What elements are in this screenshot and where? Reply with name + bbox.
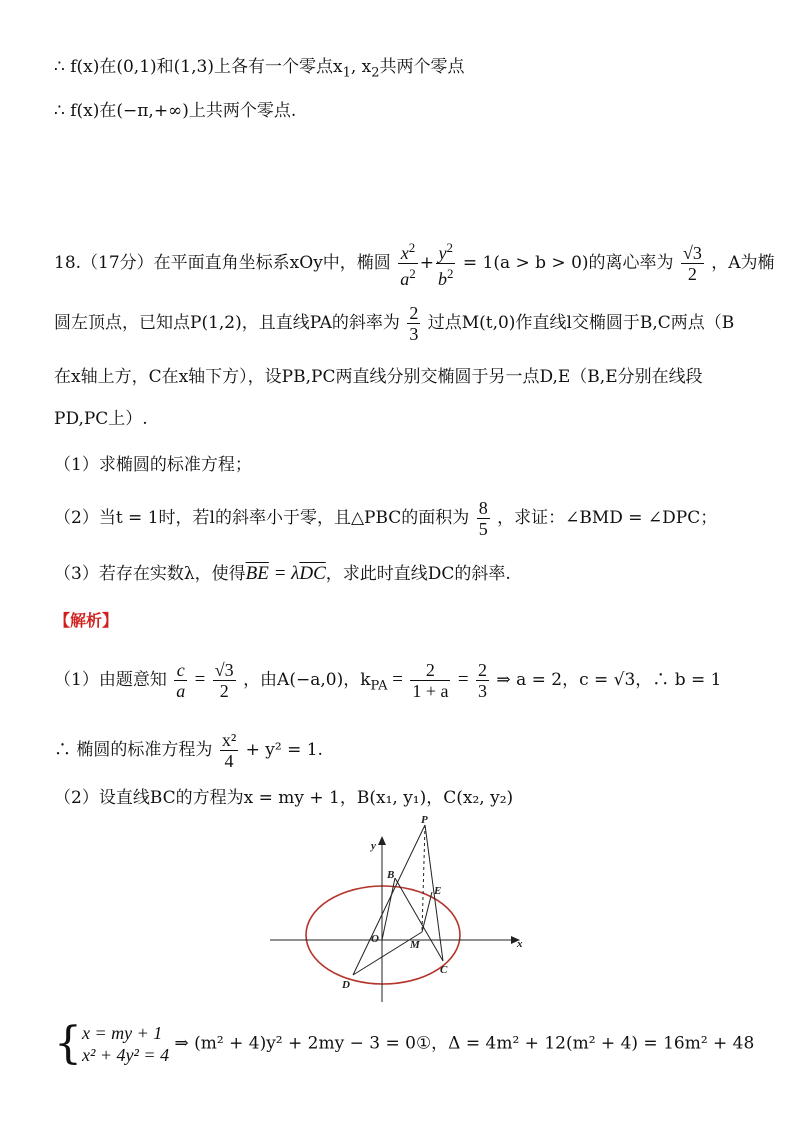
label-c: C [440, 964, 448, 976]
fraction-area: $\frac{8}{5}$ [478, 498, 488, 539]
system-brace: { [54, 1018, 82, 1069]
problem-line-3: 在x轴上方，C在x轴下方），设PB,PC两直线分别交椭圆于另一点D,E（B,E分别在线段 [54, 367, 703, 387]
question-2: （2）当t = 1时，若l的斜率小于零，且△PBC的面积为 $\frac{8}{5}$ ，求证：∠BMD = ∠DPC； [54, 498, 718, 539]
fraction-c-a: $\frac{c}{a}$ [176, 660, 186, 701]
label-p: P [421, 814, 428, 826]
y-axis-arrow-icon [378, 836, 386, 845]
label-m: M [410, 939, 420, 951]
solution-line-2: ∴ 椭圆的标准方程为 $\frac{\text{x²}}{4}$ + y² = 1. [54, 730, 323, 771]
ellipse-figure [265, 812, 535, 1002]
prev-line-1: ∴ f(x)在(0,1)和(1,3)上各有一个零点$x_1$, $x_2$共两个零点 [54, 57, 465, 81]
problem-line-2: 圆左顶点，已知点P(1,2)，且直线PA的斜率为 $\frac{2}{3}$ 过点M(t,0)作直线l交椭圆于B,C两点（B [54, 303, 735, 344]
label-o: O [371, 933, 379, 945]
solution-tag: 【解析】 [54, 611, 119, 630]
segment-me [422, 892, 432, 932]
fraction-x2-4: $\frac{\text{x²}}{4}$ [221, 730, 237, 771]
question-3: （3）若存在实数λ，使得$\overline{BE} = \lambda\overline{DC}$，求此时直线DC的斜率. [54, 563, 511, 584]
fraction-y2-b2: $\frac{y^2}{b^2}$ [437, 240, 454, 289]
equation-system: x = my + 1 x² + 4y² = 4 [82, 1023, 170, 1065]
fraction-slope-pa: $\frac{2}{3}$ [409, 303, 419, 344]
label-d: D [342, 979, 350, 991]
label-e: E [434, 885, 442, 897]
label-y: y [371, 840, 376, 852]
fraction-2-3: $\frac{2}{3}$ [478, 660, 488, 701]
prev-line-2: ∴ f(x)在(−π,+∞)上共两个零点. [54, 101, 297, 121]
fraction-x2-a2: $\frac{x^2}{a^2}$ [400, 240, 416, 289]
solution-line-4: { x = my + 1 x² + 4y² = 4 ⇒ (m² + 4)y² + 2my − 3 = 0①，Δ = 4m² + 12(m² + 4) = 16m² + 48 [54, 1018, 755, 1069]
segment-bo [382, 878, 395, 940]
problem-line-1: 18.（17分）在平面直角坐标系xOy中，椭圆 $\frac{x^2}{a^2}$ + $\frac{y^2}{b^2}$ = 1(a > b > 0)的离心率为 $\frac{√3}{2}$ ，A为椭 [54, 240, 775, 289]
label-b: B [387, 869, 395, 881]
fraction-2-1plusa: $\frac{2}{1 + a}$ [412, 660, 449, 701]
label-x: x [517, 938, 523, 950]
segment-pm-dashed [422, 825, 425, 932]
problem-line-4: PD,PC上）. [54, 409, 148, 429]
fraction-eccentricity: $\frac{√3}{2}$ [682, 243, 702, 284]
solution-line-3: （2）设直线BC的方程为x = my + 1，B(x₁, y₁)，C(x₂, y₂) [54, 788, 514, 808]
question-1: （1）求椭圆的标准方程； [54, 455, 252, 475]
fraction-root3-2: $\frac{√3}{2}$ [214, 660, 234, 701]
solution-line-1: （1）由题意知 $\frac{c}{a}$ = $\frac{√3}{2}$ ，由A(−a,0)，$k_{PA}$ = $\frac{2}{1 + a}$ = $\frac{2}{3}$ ⇒ a = 2，c = √3，∴ b = 1 [54, 660, 722, 701]
